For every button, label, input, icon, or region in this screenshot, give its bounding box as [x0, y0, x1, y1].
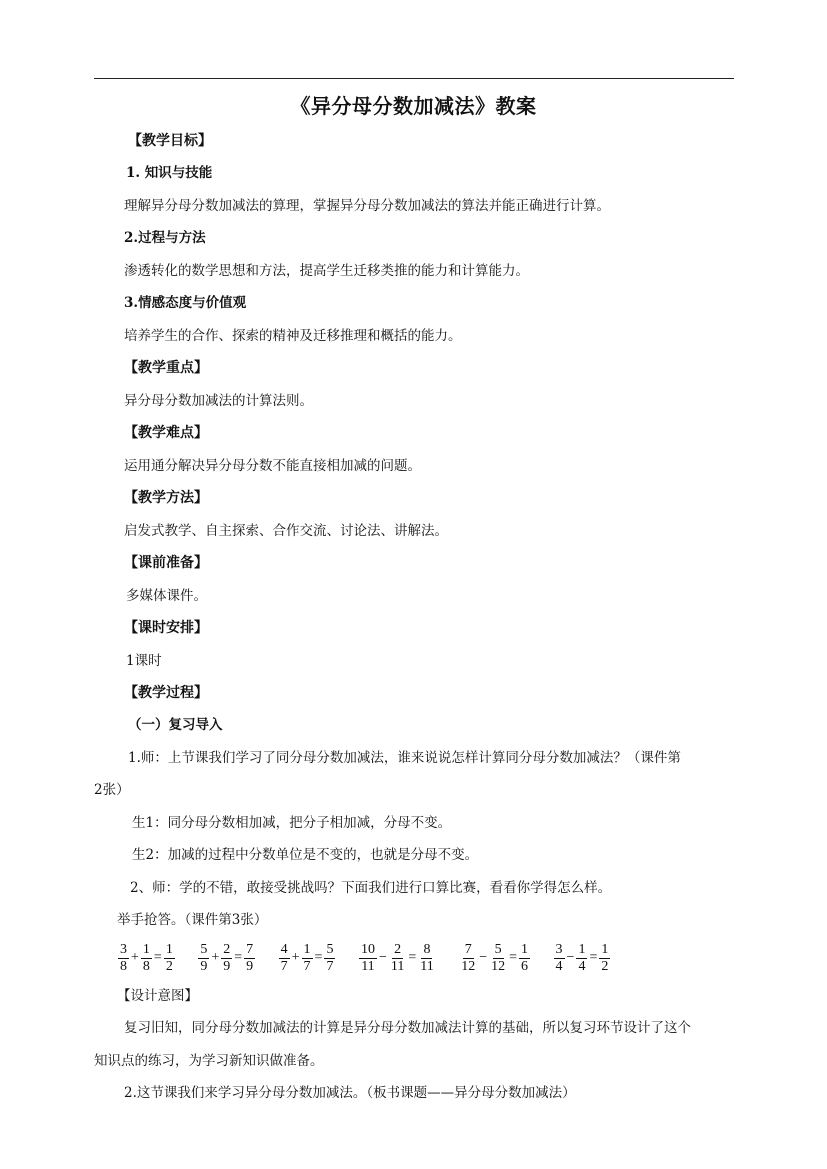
equation-1 [117, 936, 176, 980]
equals-sign: = [234, 950, 243, 965]
goal3-title: 3.情感态度与价值观 [124, 295, 247, 311]
equation-3 [278, 936, 337, 980]
operator: + [211, 950, 220, 965]
equation-2 [197, 936, 256, 980]
difficulty-text: 运用通分解决异分母分数不能直接相加减的问题。 [124, 458, 421, 474]
prep-heading: 【课前准备】 [124, 555, 208, 571]
document-title: 《异分母分数加减法》教案 [290, 94, 537, 118]
paragraph-1-line-2: 2张） [94, 782, 130, 798]
equals-sign: = [314, 950, 323, 965]
design-text-line-2: 知识点的练习，为学习新知识做准备。 [94, 1053, 324, 1069]
fraction: $\frac{5}{7}$ [326, 941, 334, 974]
equals-sign: = [509, 950, 518, 965]
process-heading: 【教学过程】 [124, 685, 208, 701]
fraction: $\frac{3}{4}$ [555, 941, 563, 974]
fraction: $\frac{3}{8}$ [120, 941, 127, 974]
time-text: 1课时 [126, 653, 162, 669]
fraction: $\frac{1}{2}$ [165, 941, 173, 974]
goal1-title: 1. 知识与技能 [126, 165, 213, 181]
fraction: $\frac{4}{7}$ [280, 941, 288, 974]
paragraph-2: 2、师：学的不错，敢接受挑战吗？下面我们进行口算比赛，看看你学得怎么样。 [130, 880, 612, 896]
time-heading: 【课时安排】 [124, 620, 208, 636]
goal3-text: 培养学生的合作、探索的精神及迁移推理和概括的能力。 [124, 328, 462, 344]
fraction: $\frac{7}{12}$ [461, 941, 476, 974]
design-text-line-1: 复习旧知，同分母分数加减法的计算是异分母分数加减法计算的基础，所以复习环节设计了这个 [124, 1020, 691, 1036]
equals-sign: = [589, 950, 598, 965]
operator: + [291, 950, 300, 965]
fraction: $\frac{10}{11}$ [360, 941, 375, 974]
part1-title: （一）复习导入 [128, 717, 223, 733]
fraction: $\frac{1}{2}$ [601, 941, 609, 974]
fraction: $\frac{5}{9}$ [200, 941, 208, 974]
operator: − [479, 950, 488, 965]
goal-heading: 【教学目标】 [128, 133, 212, 149]
paragraph-1-line-1: 1.师：上节课我们学习了同分母分数加减法，谁来说说怎样计算同分母分数加减法？（课件第 [128, 750, 681, 766]
design-heading: 【设计意图】 [117, 988, 198, 1004]
equation-6 [553, 936, 612, 980]
goal2-text: 渗透转化的数学思想和方法，提高学生迁移类推的能力和计算能力。 [124, 263, 529, 279]
fraction: $\frac{8}{11}$ [420, 941, 434, 974]
fraction: $\frac{7}{9}$ [246, 941, 254, 974]
method-heading: 【教学方法】 [124, 490, 208, 506]
prep-text: 多媒体课件。 [126, 588, 207, 604]
operator: − [378, 950, 387, 965]
key-heading: 【教学重点】 [124, 360, 208, 376]
equation-4 [358, 936, 437, 980]
fraction: $\frac{1}{7}$ [303, 941, 311, 974]
fraction: $\frac{2}{9}$ [223, 941, 231, 974]
header-rule [94, 78, 734, 79]
difficulty-heading: 【教学难点】 [124, 425, 208, 441]
goal2-title: 2.过程与方法 [124, 230, 206, 246]
paragraph-4: 2.这节课我们来学习异分母分数加减法。（板书课题——异分母分数加减法） [124, 1085, 576, 1101]
key-text: 异分母分数加减法的计算法则。 [124, 393, 313, 409]
fraction: $\frac{1}{4}$ [578, 941, 586, 974]
operator: − [566, 950, 575, 965]
method-text: 启发式教学、自主探索、合作交流、讨论法、讲解法。 [124, 523, 448, 539]
fraction-equations [117, 936, 629, 980]
equals-sign: = [408, 950, 417, 965]
fraction: $\frac{2}{11}$ [390, 941, 405, 974]
student-2-answer: 生2：加减的过程中分数单位是不变的，也就是分母不变。 [132, 847, 479, 863]
paragraph-3: 举手抢答。（课件第3张） [117, 912, 268, 928]
goal1-text: 理解异分母分数加减法的算理，掌握异分母分数加减法的算法并能正确进行计算。 [124, 198, 610, 214]
fraction: $\frac{1}{6}$ [521, 941, 529, 974]
equation-5 [458, 936, 531, 980]
student-1-answer: 生1：同分母分数相加减，把分子相加减，分母不变。 [132, 815, 452, 831]
fraction: $\frac{1}{8}$ [142, 941, 150, 974]
equals-sign: = [153, 950, 162, 965]
operator: + [131, 950, 139, 965]
fraction: $\frac{5}{12}$ [491, 941, 506, 974]
